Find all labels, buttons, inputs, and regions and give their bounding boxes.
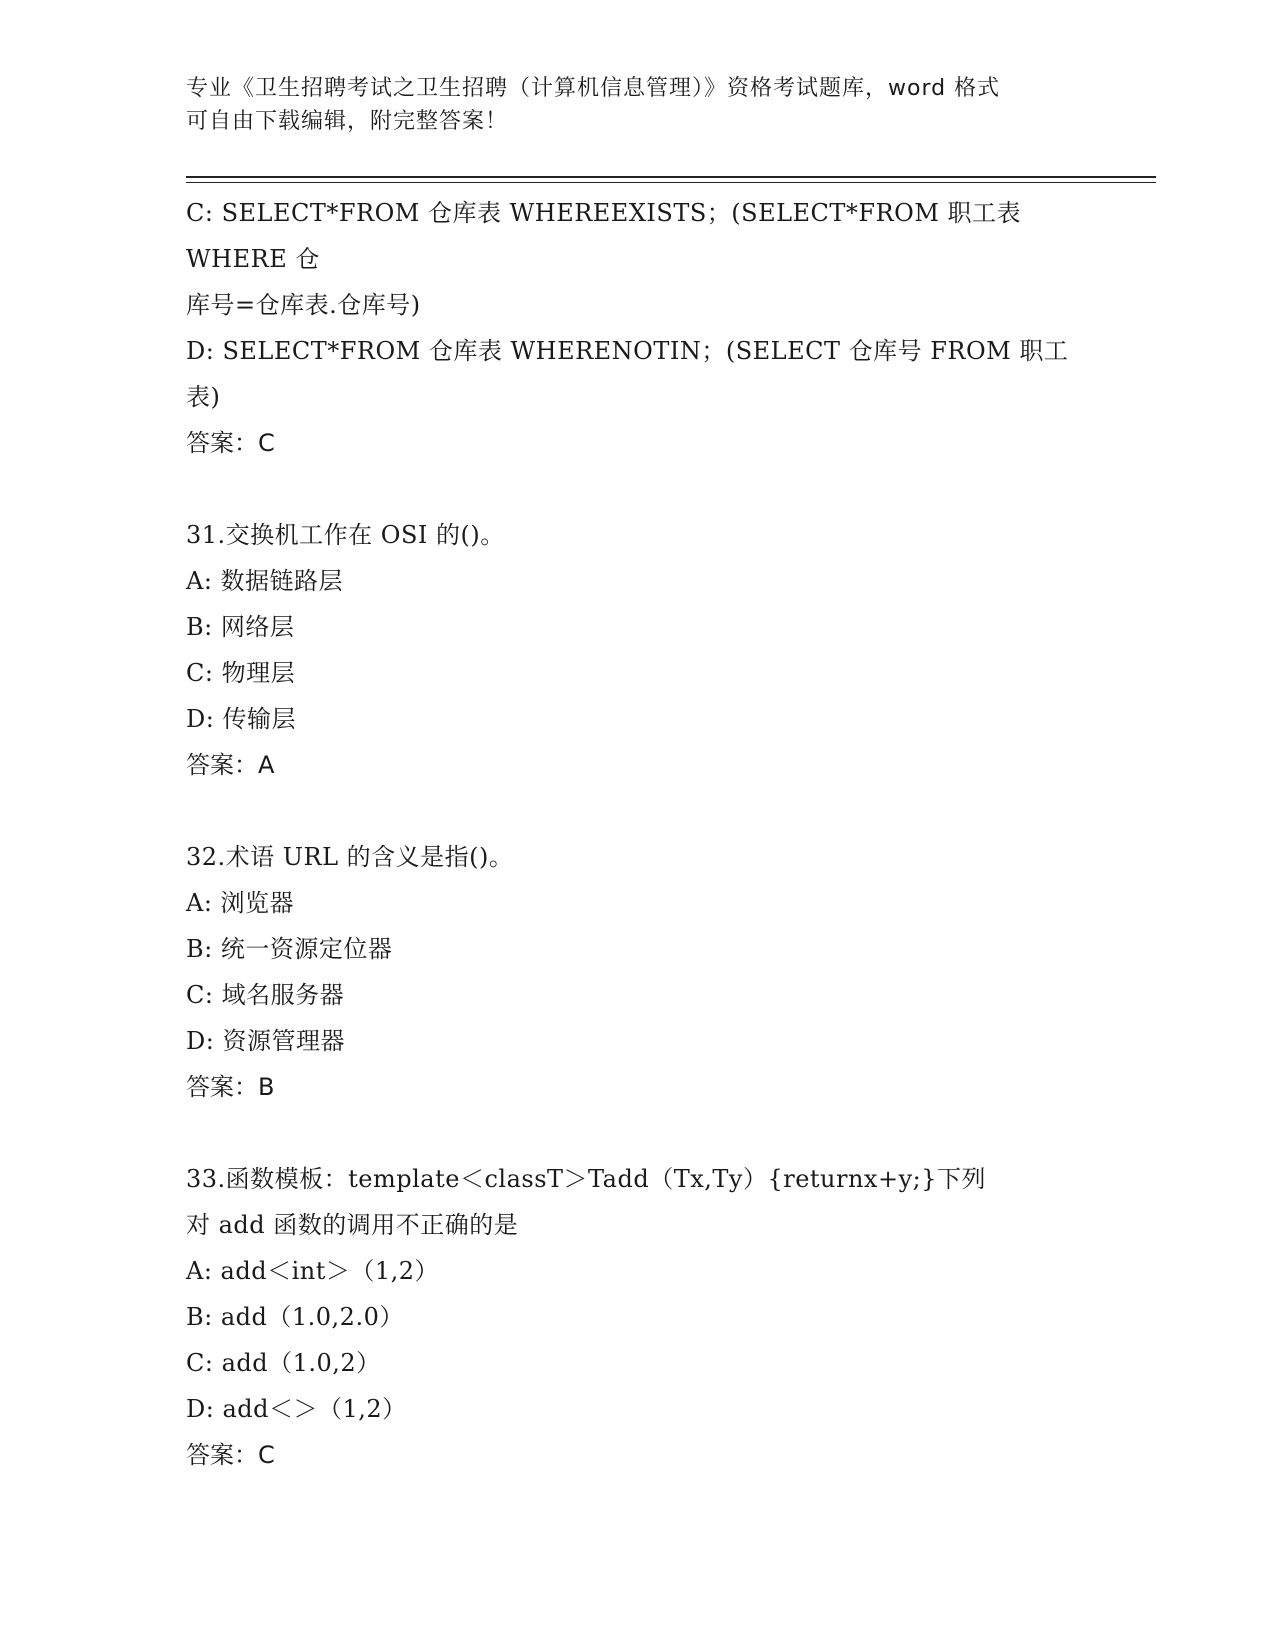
question-block-continued bbox=[186, 190, 1086, 466]
question-33 bbox=[186, 1156, 1086, 1478]
answer: 答案：A bbox=[186, 751, 275, 779]
answer: 答案：C bbox=[186, 429, 275, 457]
question-stem-line-2: 对 add 函数的调用不正确的是 bbox=[186, 1211, 519, 1239]
option-c: C: 域名服务器 bbox=[186, 981, 345, 1009]
option-d: D: add＜＞（1,2） bbox=[186, 1395, 407, 1423]
document-header bbox=[186, 72, 1076, 138]
spacer bbox=[186, 1110, 1086, 1156]
header-line-2: 可自由下载编辑，附完整答案！ bbox=[186, 109, 509, 134]
question-stem: 31.交换机工作在 OSI 的()。 bbox=[186, 521, 505, 549]
header-line-1: 专业《卫生招聘考试之卫生招聘（计算机信息管理）》资格考试题库，word 格式 bbox=[186, 76, 1001, 101]
option-b: B: add（1.0,2.0） bbox=[186, 1303, 404, 1331]
option-c-line-1: C: SELECT*FROM 仓库表 WHEREEXISTS；(SELECT*FROM 职工表 WHERE 仓 bbox=[186, 199, 1030, 273]
question-list bbox=[186, 190, 1086, 1478]
option-d: D: 资源管理器 bbox=[186, 1027, 345, 1055]
option-a: A: 数据链路层 bbox=[186, 567, 344, 595]
question-32 bbox=[186, 834, 1086, 1110]
option-b: B: 统一资源定位器 bbox=[186, 935, 393, 963]
question-31 bbox=[186, 512, 1086, 788]
question-stem-line-1: 33.函数模板：template＜classT＞Tadd（Tx,Ty）{returnx+y;}下列 bbox=[186, 1165, 986, 1193]
option-a: A: add＜int＞（1,2） bbox=[186, 1257, 440, 1285]
option-a: A: 浏览器 bbox=[186, 889, 295, 917]
question-stem: 32.术语 URL 的含义是指()。 bbox=[186, 843, 514, 871]
option-c: C: add（1.0,2） bbox=[186, 1349, 381, 1377]
option-c: C: 物理层 bbox=[186, 659, 296, 687]
header-rule-thin bbox=[186, 182, 1156, 183]
spacer bbox=[186, 466, 1086, 512]
spacer bbox=[186, 788, 1086, 834]
option-d: D: 传输层 bbox=[186, 705, 296, 733]
answer: 答案：C bbox=[186, 1441, 275, 1469]
option-c-line-2: 库号=仓库表.仓库号) bbox=[186, 291, 421, 319]
option-b: B: 网络层 bbox=[186, 613, 295, 641]
option-d: D: SELECT*FROM 仓库表 WHERENOTIN；(SELECT 仓库号 FROM 职工表) bbox=[186, 337, 1069, 411]
answer: 答案：B bbox=[186, 1073, 275, 1101]
header-rule-thick bbox=[186, 176, 1156, 178]
